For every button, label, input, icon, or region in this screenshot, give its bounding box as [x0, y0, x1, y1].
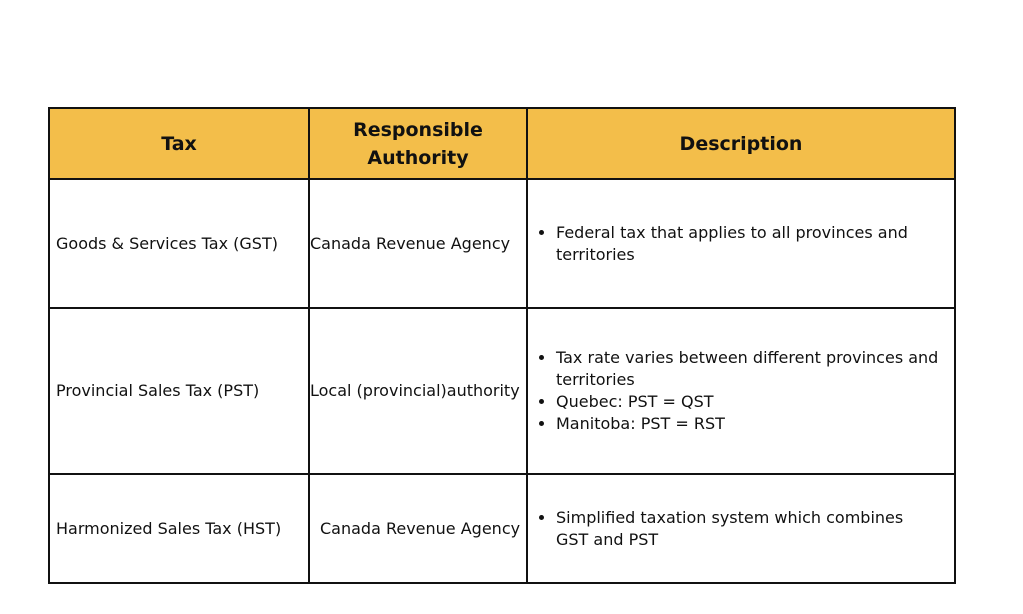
authority-cell — [310, 309, 526, 473]
description-item: • Quebec: PST = QST — [556, 391, 952, 413]
authority-name: Canada Revenue Agency — [320, 518, 521, 538]
description-item: • Simplified taxation system which combines GST and PST — [556, 507, 938, 551]
header-authority — [310, 109, 526, 179]
description-list — [528, 222, 948, 266]
description-cell — [528, 309, 952, 473]
header-tax-label: Tax — [161, 133, 197, 155]
description-list — [528, 507, 938, 551]
header-authority-label: Responsible Authority — [353, 119, 483, 169]
header-tax — [50, 109, 308, 179]
tax-name: Harmonized Sales Tax (HST) — [56, 518, 282, 538]
tax-table — [48, 107, 956, 584]
description-cell — [528, 475, 938, 582]
description-cell — [528, 180, 948, 307]
header-description — [528, 109, 954, 179]
tax-name: Provincial Sales Tax (PST) — [56, 381, 260, 400]
authority-cell — [310, 180, 526, 307]
tax-name: Goods & Services Tax (GST) — [56, 233, 278, 253]
description-list — [528, 347, 952, 435]
tax-cell — [56, 180, 306, 307]
header-description-label: Description — [679, 133, 803, 155]
authority-cell — [320, 475, 526, 582]
description-item: • Manitoba: PST = RST — [556, 413, 952, 435]
description-item: • Tax rate varies between different provinces and territories — [556, 347, 952, 391]
tax-cell — [56, 475, 306, 582]
description-item: • Federal tax that applies to all provinces and territories — [556, 222, 948, 266]
tax-cell — [56, 309, 306, 473]
authority-name: Local (provincial)authority — [310, 381, 520, 400]
table-header-row — [50, 109, 954, 179]
authority-name: Canada Revenue Agency — [310, 233, 511, 253]
